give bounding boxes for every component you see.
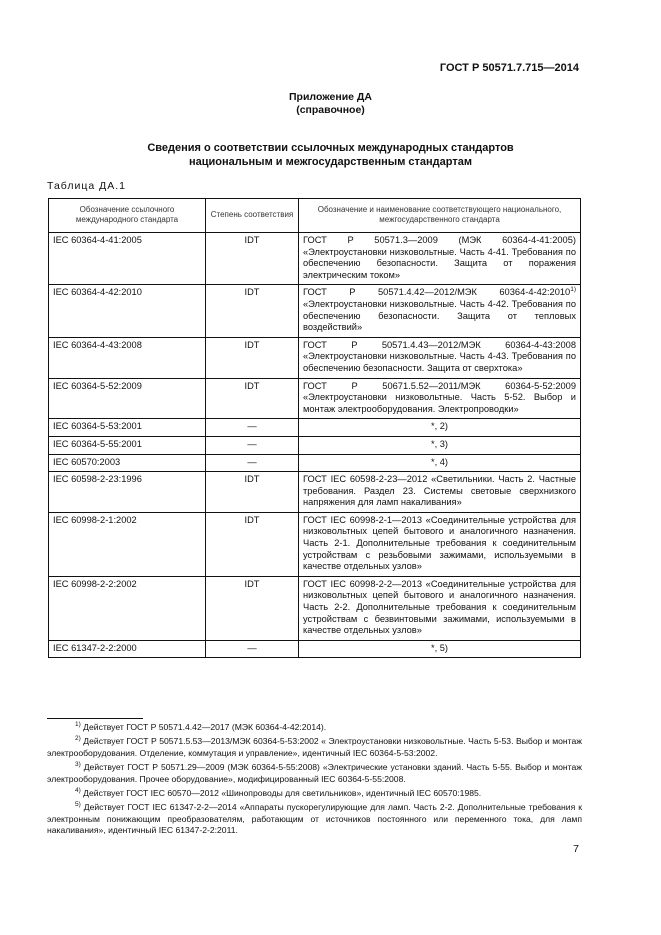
national-standard-cell: ГОСТ Р 50571.4.43—2012/МЭК 60364-4-43:2008 «Электроустановки низковольтные. Часть 4-43. Требования по обеспечению безопасности. Защита от сверхтока» [299,337,581,378]
national-standard-cell: ГОСТ Р 50571.3—2009 (МЭК 60364-4-41:2005) «Электроустановки низковольтные. Часть 4-41. Требования по обеспечению безопасности. Защита от поражения электрическим током» [299,233,581,285]
table-row [49,472,581,513]
footnote-mark: 1) [75,721,81,729]
document-title [40,141,621,169]
degree-cell: IDT [206,233,299,285]
table-caption: Таблица ДА.1 [47,180,126,192]
title-line-1: Сведения о соответствии ссылочных международных стандартов [147,142,514,154]
international-standard-cell: IEC 60598-2-23:1996 [49,472,206,513]
international-standard-cell: IEC 61347-2-2:2000 [49,640,206,658]
national-standard-cell: ГОСТ IEC 60598-2-23—2012 «Светильники. Часть 2. Частные требования. Раздел 23. Системы световые сверхнизкого напряжения для ламп накаливания» [299,472,581,513]
appendix-name: Приложение ДА [289,91,372,103]
footnote-text: Действует ГОСТ IEC 60570—2012 «Шинопроводы для светильников», идентичный IEC 60570:1985. [80,788,482,799]
page-number: 7 [573,843,579,855]
header-international-standard: Обозначение ссылочного международного стандарта [49,199,206,233]
footnotes [47,722,582,840]
national-standard-cell: ГОСТ IEC 60998-2-1—2013 «Соединительные устройства для низковольтных цепей бытового и аналогичного назначения. Часть 2-1. Дополнительные требования к соединительным устройствам с резьбовыми зажимами, используемыми в качестве отдельных узлов» [299,512,581,576]
footnote-text: Действует ГОСТ Р 50571.29—2009 (МЭК 60364-5-55:2008) «Электрические установки зданий. Часть 5-55. Выбор и монтаж электрооборудования. Прочее оборудование», модифицированный IEC 60364-5-55:2008. [47,762,582,784]
degree-cell: — [206,419,299,437]
table-row [49,233,581,285]
degree-cell: — [206,454,299,472]
table-header-row [49,199,581,233]
appendix-type: (справочное) [296,104,365,116]
national-standard-code: ГОСТ Р 50571.4.42—2012/МЭК 60364-4-42:2010 [303,287,571,298]
international-standard-cell: IEC 60364-5-55:2001 [49,436,206,454]
degree-cell: — [206,436,299,454]
table-row [49,285,581,337]
footnote [47,762,582,785]
national-standard-cell [299,285,581,337]
degree-cell: IDT [206,378,299,419]
footnote-mark: 2) [75,735,81,743]
appendix-heading [0,91,661,117]
document-code: ГОСТ Р 50571.7.715—2014 [439,62,579,74]
header-degree: Степень соответствия [206,199,299,233]
international-standard-cell: IEC 60364-4-41:2005 [49,233,206,285]
footnote-text: Действует ГОСТ Р 50571.4.42—2017 (МЭК 60364-4-42:2014). [80,722,327,732]
degree-cell: IDT [206,576,299,640]
table-row [49,454,581,472]
footnote [47,802,582,836]
note-cell: *, 4) [299,454,581,472]
header-national-standard: Обозначение и наименование соответствующего национального, межгосударственного стандарта [299,199,581,233]
table-row [49,640,581,658]
international-standard-cell: IEC 60570:2003 [49,454,206,472]
footnote [47,788,582,799]
footnote-ref: 1) [570,286,576,294]
international-standard-cell: IEC 60364-4-43:2008 [49,337,206,378]
footnote-mark: 5) [75,801,81,809]
note-cell: *, 3) [299,436,581,454]
table-row [49,576,581,640]
footnote-text: Действует ГОСТ IEC 61347-2-2—2014 «Аппараты пускорегулирующие для ламп. Часть 2-2. Дополнительные требования к электронным понижающим преобразователям, работающим от источников постоянного или переменного тока, для ламп накаливания», идентичный IEC 61347-2-2:2011. [47,802,582,836]
table-row [49,337,581,378]
national-standard-cell: ГОСТ Р 50671.5.52—2011/МЭК 60364-5-52:2009 «Электроустановки низковольтные. Часть 5-52. Выбор и монтаж электрооборудования. Электропроводки» [299,378,581,419]
note-cell: *, 5) [299,640,581,658]
degree-cell: IDT [206,472,299,513]
degree-cell: — [206,640,299,658]
title-line-2: национальным и межгосударственным стандартам [189,156,472,168]
international-standard-cell: IEC 60364-5-53:2001 [49,419,206,437]
footnote [47,736,582,759]
degree-cell: IDT [206,285,299,337]
degree-cell: IDT [206,337,299,378]
footnote-text: Действует ГОСТ Р 50571.5.53—2013/МЭК 60364-5-53:2002 « Электроустановки низковольтные. Часть 5-53. Выбор и монтаж электрооборудования. Отделение, коммутация и управление», идентичный IEC 60364-5-53:2002. [47,736,582,758]
table-row [49,512,581,576]
international-standard-cell: IEC 60364-5-52:2009 [49,378,206,419]
footnote-mark: 4) [75,787,81,795]
international-standard-cell: IEC 60998-2-1:2002 [49,512,206,576]
correspondence-table [48,198,581,658]
table-row [49,419,581,437]
national-standard-title: «Электроустановки низковольтные. Часть 4-42. Требования по обеспечению безопасности. Защита от тепловых воздействий» [303,298,576,333]
footnote-mark: 3) [75,761,81,769]
table-row [49,378,581,419]
table-row [49,436,581,454]
international-standard-cell: IEC 60364-4-42:2010 [49,285,206,337]
international-standard-cell: IEC 60998-2-2:2002 [49,576,206,640]
note-cell: *, 2) [299,419,581,437]
footnote-divider [47,718,143,719]
degree-cell: IDT [206,512,299,576]
footnote [47,722,582,733]
national-standard-cell: ГОСТ IEC 60998-2-2—2013 «Соединительные устройства для низковольтных цепей бытового и аналогичного назначения. Часть 2-2. Дополнительные требования к соединительным устройствам с безвинтовыми зажимами, используемыми в качестве отдельных узлов» [299,576,581,640]
